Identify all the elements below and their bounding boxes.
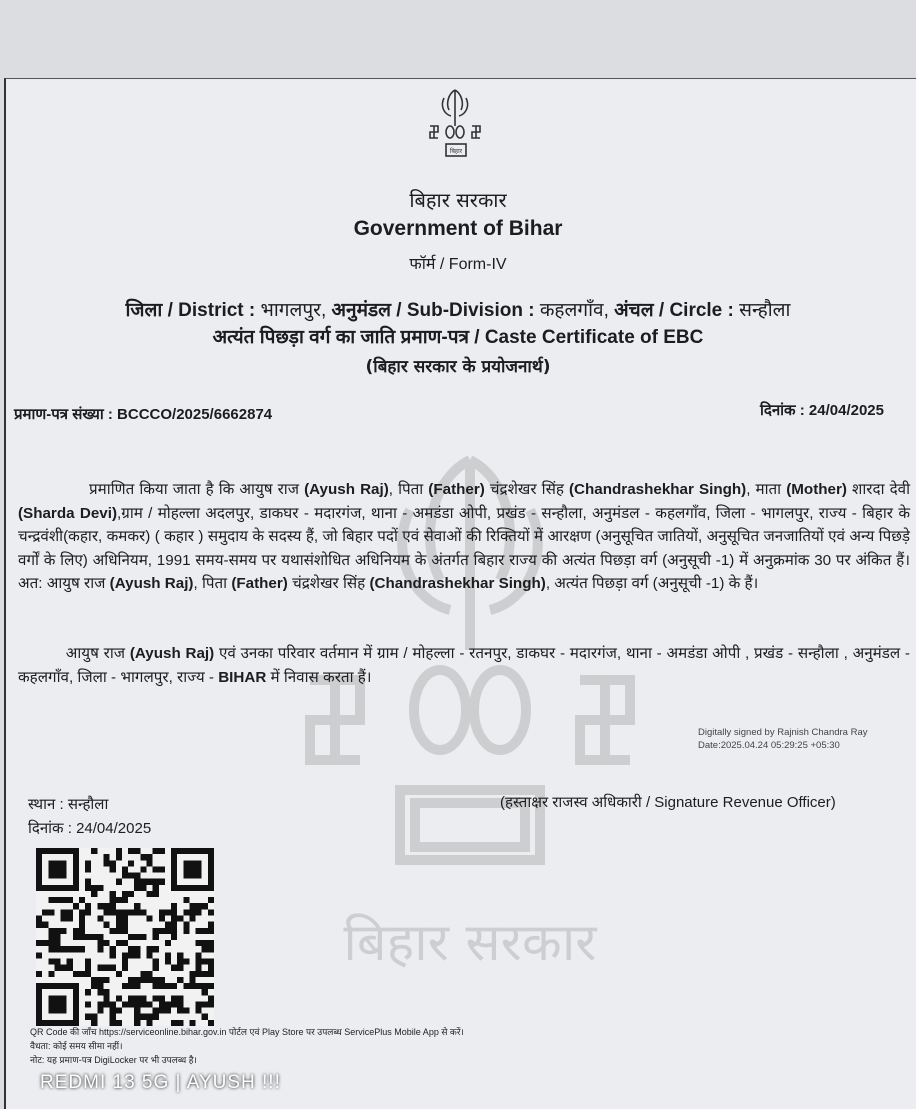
subdivision-value: कहलगाँव, xyxy=(539,300,609,321)
p1-text: प्रमाणित किया जाता है कि आयुष राज xyxy=(89,481,305,498)
p1-text: ,ग्राम / मोहल्ला अदलपुर, डाकघर - मदारगंज, थाना - अमडंडा ओपी, प्रखंड - सन्हौला, अनुमंडल - कहलगाँव, जिला - भागलपुर, राज्य - बिहार के चन्द्रवंशी(कहार, कमकर) ( कहार ) समुदाय के सदस्य हैं, जो बिहार पदों एवं सेवाओं की रिक्तियों में आरक्षण (अनुसूचित जातियों, अनुसूचित जनजातियों एवं अन्य पिछड़े वर्गों के लिए) अधिनियम, 1991 समय-समय पर यथासंशोधित अधिनियम के अंतर्गत बिहार राज्य की अत्यंत पिछड़ा वर्ग (अनुसूची -1) में अनुक्रमांक 30 पर अंकित हैं। अत: आयुष राज xyxy=(18,504,910,593)
certificate-purpose: (बिहार सरकार के प्रयोजनार्थ) xyxy=(365,357,551,377)
place: स्थान : सन्हौला xyxy=(28,796,109,813)
district-line xyxy=(0,296,916,322)
p2-name-en: (Ayush Raj) xyxy=(129,645,215,662)
p1-name-en: (Ayush Raj) xyxy=(109,575,194,593)
p2-state: BIHAR xyxy=(218,668,267,686)
p1-mother-en: (Sharda Devi) xyxy=(18,504,118,522)
signature-label: (हस्ताक्षर राजस्व अधिकारी / Signature Revenue Officer) xyxy=(500,794,836,811)
p1-text: , अत्यंत पिछड़ा वर्ग (अनुसूची -1) के हैं। xyxy=(545,575,759,593)
circle-label: अंचल / Circle : xyxy=(614,300,734,321)
p1-text: चंद्रशेखर सिंह xyxy=(484,481,569,498)
p1-father-label: (Father) xyxy=(428,481,485,498)
p2-text: आयुष राज xyxy=(65,645,130,662)
p1-text: , पिता xyxy=(193,575,232,593)
digital-signature-date: Date:2025.04.24 05:29:25 +05:30 xyxy=(698,740,840,751)
p1-name-en: (Ayush Raj) xyxy=(304,481,389,498)
certificate-number: प्रमाण-पत्र संख्या : BCCCO/2025/6662874 xyxy=(14,406,273,423)
camera-watermark: REDMI 13 5G | AYUSH !!! xyxy=(40,1072,281,1093)
p1-father-label: (Father) xyxy=(231,575,288,593)
hindi-title: बिहार सरकार xyxy=(409,188,507,212)
p2-text: में निवास करता हैं। xyxy=(266,668,372,686)
p1-father-en: (Chandrashekhar Singh) xyxy=(369,575,546,593)
footer-digilocker: नोट: यह प्रमाण-पत्र DigiLocker पर भी उपलब्ध है। xyxy=(30,1055,197,1065)
circle-value: सन्हौला xyxy=(739,300,791,321)
district-label: जिला / District : xyxy=(125,300,256,321)
p1-text: , पिता xyxy=(388,481,429,498)
date-bottom: दिनांक : 24/04/2025 xyxy=(28,820,152,837)
certificate-body-paragraph xyxy=(18,478,910,596)
district-value: भागलपुर, xyxy=(260,300,327,321)
watermark-text: बिहार सरकार xyxy=(343,913,597,973)
p2-text: एवं उनका परिवार वर्तमान में ग्राम / मोहल्ला - रतनपुर, डाकघर - मदारगंज, थाना - अमडंडा ओपी , प्रखंड - सन्हौला , अनुमंडल - कहलगाँव, जिला - भागलपुर, राज्य - xyxy=(18,645,910,686)
digital-signature xyxy=(698,726,868,752)
emblem-text: बिहार xyxy=(449,148,463,155)
p1-father-en: (Chandrashekhar Singh) xyxy=(568,481,747,498)
government-title: Government of Bihar xyxy=(353,217,563,240)
certificate-title: अत्यंत पिछड़ा वर्ग का जाति प्रमाण-पत्र / Caste Certificate of EBC xyxy=(212,327,704,348)
footer-qr-note: QR Code की जाँच https://serviceonline.bihar.gov.in पोर्टल एवं Play Store पर उपलब्ध ServicePlus Mobile App से करें। xyxy=(30,1027,464,1037)
p1-text: चंद्रशेखर सिंह xyxy=(287,575,370,593)
p1-text: शारदा देवी xyxy=(846,481,911,498)
subdivision-label: अनुमंडल / Sub-Division : xyxy=(331,300,535,321)
form-number: फॉर्म / Form-IV xyxy=(409,256,507,273)
footer-validity: वैधता: कोई समय सीमा नहीं। xyxy=(30,1041,123,1051)
digital-signature-signer: Digitally signed by Rajnish Chandra Ray xyxy=(698,727,868,738)
residence-paragraph xyxy=(18,642,910,689)
p1-text: , माता xyxy=(746,481,787,498)
bihar-emblem-icon xyxy=(424,86,486,162)
issue-date: दिनांक : 24/04/2025 xyxy=(760,402,884,419)
qr-code-icon[interactable] xyxy=(36,848,214,1026)
p1-mother-label: (Mother) xyxy=(786,481,847,498)
